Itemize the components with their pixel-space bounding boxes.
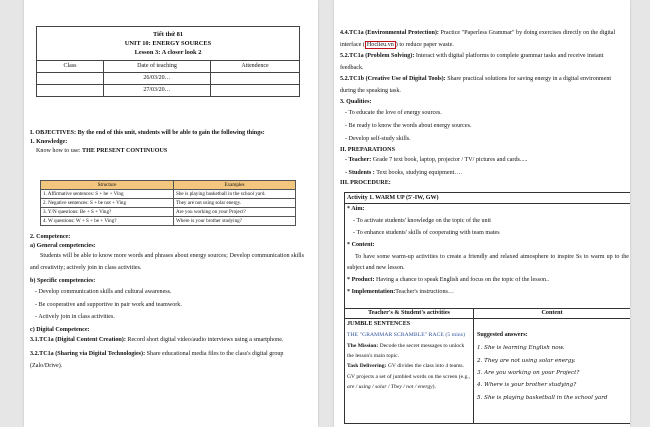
- answer-item: 5. She is playing basketball in the school yard: [477, 394, 608, 401]
- content-label: * Content:: [347, 241, 375, 248]
- aim-item: - To enhance students' skills of cooperating with team mates: [353, 229, 500, 236]
- creative-use-text: Share practical solutions for saving energy in a digital environment during the speaking task.: [340, 76, 612, 94]
- implementation-label: * Implementation:: [347, 289, 396, 296]
- answer-item: 2. They are not using solar energy.: [477, 357, 576, 364]
- answer-item: 4. Where is your brother studying?: [477, 382, 577, 389]
- activities-column-header: Teacher's & Student's activities: [368, 310, 450, 316]
- activity-title: Activity 1. WARM UP (5'-IW, GW): [347, 195, 439, 201]
- task-example: are / using / solar / They / not / energy: [347, 383, 433, 390]
- structure-table: [40, 180, 296, 226]
- prep-teacher-text: Grade 7 text book, laptop, projector / TV/ pictures and cards.....: [371, 157, 528, 164]
- problem-solving-label: 5.2.TC1a (Problem Solving):: [340, 53, 415, 60]
- qualities-list: [340, 107, 626, 146]
- structure-row: [41, 190, 296, 199]
- mission-line: [347, 341, 471, 362]
- general-competencies-text: Students will be able to know more words and phrases about energy sources; Develop communication skills and creativity; actively join in class activities.: [30, 253, 304, 272]
- knowledge-heading: 1. Knowledge:: [30, 139, 68, 146]
- content-column-header: Content: [541, 310, 563, 316]
- right-document-page: [334, 0, 630, 427]
- structure-cell: 2. Negative sentences: S + be not + Ving: [41, 199, 174, 208]
- mission-label: The Mission:: [347, 342, 379, 349]
- left-document-page: [24, 0, 318, 427]
- procedure-heading: III. PROCEDURE:: [340, 180, 391, 187]
- problem-solving-text: Interact with digital platforms to complete grammar tasks and receive instant feedback.: [340, 53, 604, 71]
- example-cell: She is playing basketball in the school yard.: [174, 190, 296, 199]
- product-label: * Product:: [347, 277, 375, 284]
- attendance-column-header: Attendence: [211, 61, 300, 73]
- prep-students-text: Text books, studying equipment….: [374, 169, 462, 176]
- structure-row: [41, 199, 296, 208]
- problem-solving-item: [340, 51, 626, 74]
- implementation-line: [347, 287, 629, 299]
- digital-item-2-text: Share educational media files to the class's digital group (Zalo/Drive).: [30, 351, 284, 369]
- task-label: Task Delivering:: [347, 363, 387, 370]
- answers-title: Suggested answers:: [477, 332, 528, 338]
- aim-label: * Aim:: [347, 206, 365, 212]
- qualities-heading: 3. Qualities:: [340, 99, 372, 106]
- examples-column-header: Examples: [174, 181, 296, 190]
- environment-item: [340, 28, 626, 51]
- product-text: Having a chance to speak English and focus on the topic of the lesson..: [374, 277, 550, 284]
- structure-cell: 3. Y/N questions: Be + S + Ving?: [41, 208, 174, 217]
- environment-text-a: Practice "Paperless Grammar" by doing exercises directly on the digital interface (: [340, 30, 616, 48]
- preparations-heading: II. PREPARATIONS: [340, 146, 395, 153]
- answer-item: 1. She is learning English now.: [477, 345, 565, 352]
- quality-item: - To educate the love of energy sources.: [345, 109, 442, 116]
- digital-item-2: [30, 349, 304, 372]
- procedure-table: [344, 192, 630, 424]
- competence-heading: 2. Competence:: [30, 234, 71, 240]
- quality-item: - Be ready to know the words about energy sources.: [345, 122, 472, 129]
- environment-label: 4.4.TC1a (Environmental Protection):: [340, 30, 439, 36]
- general-competencies-heading: a) General competencies:: [30, 243, 96, 250]
- lesson-header-table: [36, 26, 300, 97]
- aim-item: - To activate students' knowledge on the topic of the unit: [353, 217, 491, 224]
- structure-cell: 1. Affirmative sentences: S + be + Ving: [41, 190, 174, 199]
- mission-text: Decode the secret messages to unlock the lesson's main topic.: [347, 342, 465, 359]
- task-end: ).: [432, 383, 436, 390]
- activities-cell: [347, 319, 471, 392]
- task-line: [347, 361, 471, 392]
- date-column-header: Date of teaching: [104, 61, 211, 73]
- game-title: THE "GRAMMAR SCRAMBLE" RACE (5 mins): [347, 332, 466, 339]
- digital-competence-heading: c) Digital Competence:: [30, 327, 90, 334]
- structure-row: [41, 217, 296, 226]
- prep-teacher-label: - Teacher:: [345, 157, 372, 164]
- prep-teacher-line: [340, 154, 626, 166]
- creative-use-label: 5.2.TC1b (Creative Use of Digital Tools):: [340, 76, 446, 83]
- implementation-text: Teacher's instructions…: [395, 289, 454, 296]
- answer-item: 3. Are you working on your Project?: [477, 370, 580, 376]
- class-column-header: Class: [37, 61, 104, 73]
- digital-item-1: [30, 335, 304, 347]
- example-cell: Where is your brother studying?: [174, 217, 296, 226]
- quality-item: - Develop self-study skills.: [345, 135, 411, 142]
- objectives-text: I. OBJECTIVES: By the end of this unit, students will be able to gain the following things:: [30, 130, 265, 136]
- know-how-prefix: Know how to use:: [36, 148, 83, 155]
- prep-students-label: - Students :: [345, 169, 375, 176]
- prep-students-line: [340, 167, 626, 179]
- specific-item: - Actively join in class activities.: [35, 314, 115, 321]
- structure-row: [41, 208, 296, 217]
- period-label: Tiết thứ 81: [153, 30, 183, 38]
- activity-details: [347, 204, 629, 299]
- digital-item-1-text: Record short digital video/audio interviews using a smartphone.: [125, 337, 284, 344]
- answers-cell: [477, 329, 629, 404]
- know-how-line: [30, 147, 302, 155]
- digital-item-2-label: 3.2.TC1a (Sharing via Digital Technologies):: [30, 351, 146, 357]
- jumble-title: JUMBLE SENTENCES: [347, 321, 411, 327]
- specific-item: - Develop communication skills and cultural awareness.: [35, 288, 172, 295]
- know-how-topic: THE PRESENT CONTINUOUS: [82, 148, 168, 155]
- structure-cell: 4. W questions: W + S + be + Ving?: [41, 217, 174, 226]
- specific-competencies-list: [30, 286, 304, 324]
- product-line: [347, 275, 629, 287]
- creative-use-item: [340, 74, 626, 97]
- digital-item-1-label: 3.1.TC1a (Digital Content Creation):: [30, 337, 126, 344]
- task-text: GV divides the class into 4 teams. GV projects a set of jumbled words on the screen (e.g.,: [347, 363, 471, 380]
- date-cell: 27/03/20…: [104, 85, 211, 97]
- content-text: To have some warm-up activities to create a friendly and relaxed atmosphere to inspire Ss to warm up to the subject and new lesson.: [347, 253, 629, 272]
- example-cell: Are you working on your Project?: [174, 208, 296, 217]
- date-cell: 26/03/20…: [104, 73, 211, 85]
- specific-competencies-heading: b) Specific competencies:: [30, 277, 96, 284]
- environment-text-b: ) to reduce paper waste.: [395, 41, 454, 48]
- hoclieu-link[interactable]: Hoclieu.vn: [366, 41, 394, 48]
- example-cell: They are not using solar energy.: [174, 199, 296, 208]
- unit-title: UNIT 10: ENERGY SOURCES: [124, 39, 212, 47]
- specific-item: - Be cooperative and supportive in pair work and teamwork.: [35, 301, 182, 308]
- lesson-title: Lesson 3: A closer look 2: [134, 49, 202, 57]
- structure-column-header: Structure: [41, 181, 174, 190]
